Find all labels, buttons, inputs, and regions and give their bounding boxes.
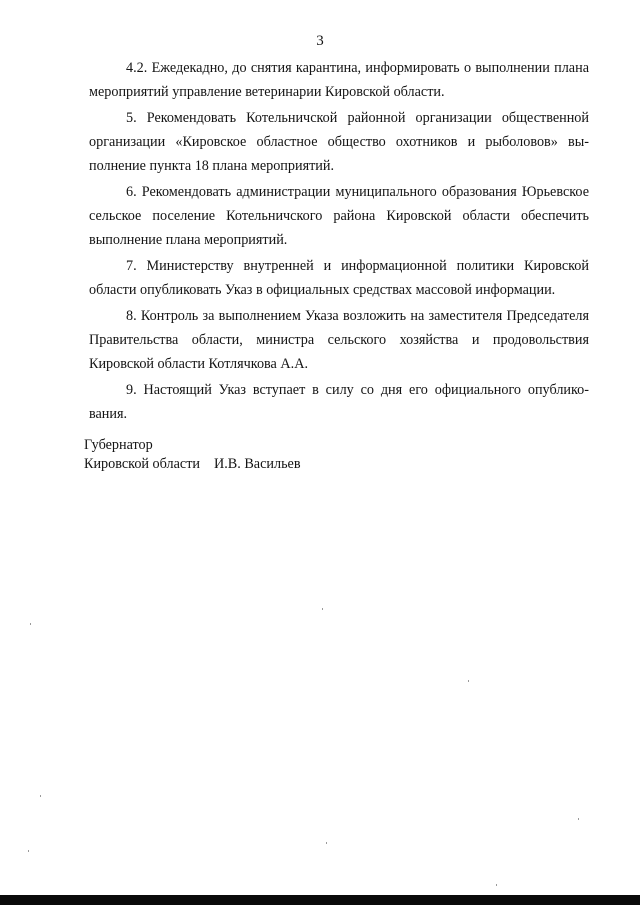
scan-bottom-edge xyxy=(0,895,640,905)
scan-speck xyxy=(326,842,327,844)
paragraph-8: 8. Контроль за выполнением Указа возложить на заместителя Председателя Правительства области, министра сельского хозяйства и продовольствия Кировской области Котлячкова А.А. xyxy=(89,308,589,372)
scan-speck xyxy=(496,884,497,886)
scan-speck xyxy=(468,680,469,682)
page-number: 3 xyxy=(316,33,324,49)
paragraph-5: 5. Рекомендовать Котельничской районной организации общественной организации «Кировское областное общество охотников и рыболовов» выполнение пункта 18 плана мероприятий. xyxy=(89,110,589,174)
scan-speck xyxy=(322,608,323,610)
decree-body xyxy=(89,56,589,428)
paragraph-7: 7. Министерству внутренней и информационной политики Кировской области опубликовать Указ в официальных средствах массовой информации. xyxy=(89,258,589,298)
scan-speck xyxy=(30,623,31,625)
scan-speck xyxy=(40,795,41,797)
scan-speck xyxy=(28,850,29,852)
signatory-line2 xyxy=(84,455,301,474)
signatory-title-line2: Кировской области xyxy=(84,456,200,472)
signatory-title-line1: Губернатор xyxy=(84,437,153,453)
scan-speck xyxy=(578,818,579,820)
paragraph-6: 6. Рекомендовать администрации муниципального образования Юрьевское сельское поселение Котельничского района Кировской области обеспечить выполнение плана мероприятий. xyxy=(89,184,589,248)
paragraph-9: 9. Настоящий Указ вступает в силу со дня его официального опубликования. xyxy=(89,382,589,422)
signature-block xyxy=(84,436,301,474)
paragraph-4-2: 4.2. Ежедекадно, до снятия карантина, информировать о выполнении плана мероприятий управление ветеринарии Кировской области. xyxy=(89,60,589,100)
signatory-name: И.В. Васильев xyxy=(214,456,301,472)
